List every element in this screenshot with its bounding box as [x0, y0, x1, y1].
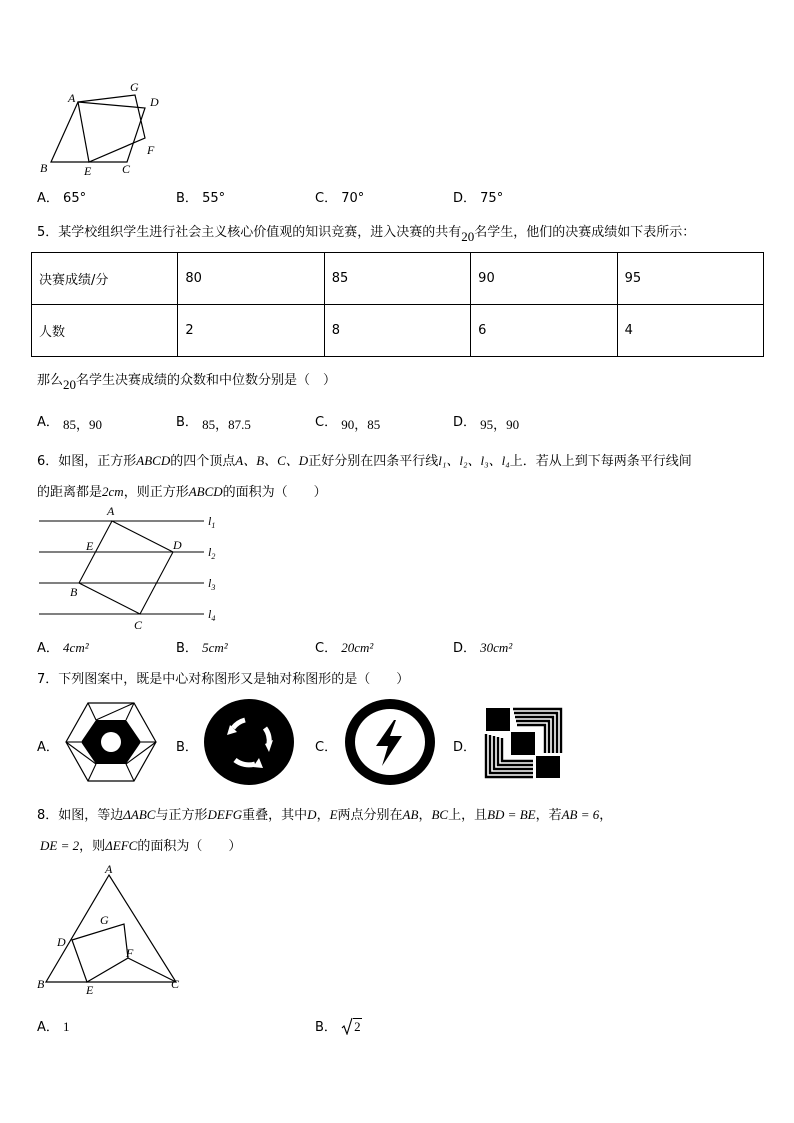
q6-figure	[34, 500, 234, 635]
q6-label-c: C	[134, 618, 143, 632]
table-cell: 2	[178, 305, 324, 357]
q8-label-f: F	[126, 946, 134, 960]
q5-option-d[interactable]: D． 95，90	[453, 415, 520, 432]
q6-label-a: A	[107, 504, 115, 518]
q5-option-b[interactable]: B． 85，87.5	[176, 415, 251, 432]
q6-label-d: D	[173, 538, 182, 552]
q7-option-c-label[interactable]: C．	[315, 740, 338, 755]
q4-label-d: D	[150, 95, 159, 109]
q8-label-c: C	[171, 977, 180, 991]
q4-option-a[interactable]: A． 65°	[37, 191, 87, 206]
q7-hexagon-aperture-icon	[64, 700, 158, 784]
q5-stem: 5．某学校组织学生进行社会主义核心价值观的知识竞赛，进入决赛的共有20名学生，他们的决赛成绩如下表所示：	[37, 225, 696, 244]
q6-stem-line2: 的距离都是2cm，则正方形ABCD的面积为（ ）	[37, 484, 327, 500]
q6-label-l2: $l_2$	[208, 545, 216, 561]
q4-label-b: B	[40, 161, 48, 175]
q6-label-l4: $l_4$	[208, 607, 216, 623]
q5-option-a[interactable]: A． 85，90	[37, 415, 103, 432]
q6-option-a[interactable]: A． 4cm²	[37, 640, 89, 656]
q4-label-a: A	[68, 91, 76, 105]
q5-option-c[interactable]: C． 90，85	[315, 415, 381, 432]
q6-label-b: B	[70, 585, 78, 599]
q8-label-a: A	[105, 862, 113, 876]
q8-label-d: D	[57, 935, 66, 949]
table-cell: 80	[178, 253, 324, 305]
table-cell: 85	[324, 253, 470, 305]
q6-label-l3: $l_3$	[208, 576, 216, 592]
q7-option-b-label[interactable]: B．	[176, 740, 198, 755]
q6-stem-line1: 6．如图，正方形ABCD的四个顶点A、B、C、D正好分别在四条平行线l₁、l₂、l₃、l₄上．若从上到下每两条平行线间	[37, 453, 692, 469]
q5-score-table	[31, 252, 764, 357]
q4-option-b[interactable]: B． 55°	[176, 191, 226, 206]
q4-option-d[interactable]: D． 75°	[453, 191, 504, 206]
q6-label-l1: $l_1$	[208, 514, 216, 530]
q4-label-e: E	[84, 164, 92, 178]
q8-stem-line2: DE = 2，则ΔEFC的面积为（ ）	[40, 838, 242, 854]
q4-label-g: G	[130, 80, 139, 94]
q4-option-c[interactable]: C． 70°	[315, 191, 365, 206]
sqrt-radical-icon	[341, 1017, 353, 1035]
table-cell: 6	[471, 305, 617, 357]
table-cell: 90	[471, 253, 617, 305]
table-cell: 8	[324, 305, 470, 357]
q8-option-a[interactable]: A． 1	[37, 1019, 70, 1035]
q6-option-b[interactable]: B． 5cm²	[176, 640, 228, 656]
q5-question: 那么20名学生决赛成绩的众数和中位数分别是（ ）	[37, 373, 337, 392]
q7-stem: 7．下列图案中，既是中心对称图形又是轴对称图形的是（ ）	[37, 672, 410, 687]
table-cell: 人数	[32, 305, 178, 357]
q6-label-e: E	[86, 539, 94, 553]
q4-label-f: F	[147, 143, 155, 157]
table-cell: 决赛成绩/分	[32, 253, 178, 305]
table-row	[32, 305, 764, 357]
q7-stepped-squares-icon	[484, 705, 564, 779]
q8-option-b[interactable]: B． 2	[315, 1019, 361, 1035]
q4-figure	[36, 78, 166, 178]
table-cell: 4	[617, 305, 763, 357]
q8-label-g: G	[100, 913, 109, 927]
q8-stem-line1: 8．如图，等边ΔABC与正方形DEFG重叠，其中D，E两点分别在AB，BC上，且BD = BE，若AB = 6，	[37, 807, 613, 823]
q7-rotating-arrows-icon	[203, 698, 295, 786]
table-row	[32, 253, 764, 305]
q8-figure	[34, 860, 194, 1000]
q7-lightning-bolt-icon	[344, 698, 436, 786]
q8-label-e: E	[86, 983, 94, 997]
q6-option-c[interactable]: C． 20cm²	[315, 640, 374, 656]
q7-option-a-label[interactable]: A．	[37, 740, 59, 755]
table-cell: 95	[617, 253, 763, 305]
q6-option-d[interactable]: D． 30cm²	[453, 640, 513, 656]
q4-label-c: C	[122, 162, 131, 176]
q8-label-b: B	[37, 977, 45, 991]
q7-option-d-label[interactable]: D．	[453, 740, 477, 755]
